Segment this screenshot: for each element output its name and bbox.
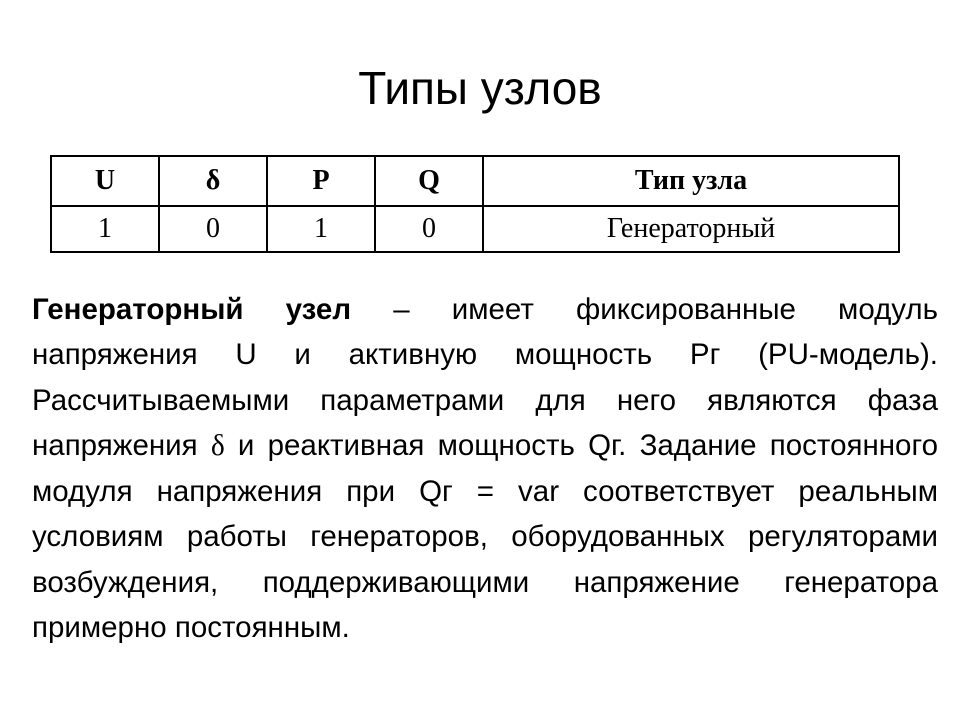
- table-header-p: P: [267, 156, 375, 206]
- slide-title: Типы узлов: [358, 62, 602, 114]
- description-paragraph: [32, 287, 938, 650]
- table-row: [51, 206, 899, 252]
- table-header-node-type: Тип узла: [483, 156, 899, 206]
- term-generator-node: Генераторный узел: [32, 293, 352, 326]
- dash: –: [351, 293, 452, 326]
- paragraph-text-part2: и реактивная мощность Qг. Задание постоянного модуля напряжения при Qг = var соответствует реальным условиям работы генераторов, оборудованных регуляторами возбуждения, поддерживающими напряжение генератора примерно постоянным.: [32, 428, 938, 645]
- table-cell-u: 1: [51, 206, 159, 252]
- table-cell-q: 0: [375, 206, 483, 252]
- table-cell-p: 1: [267, 206, 375, 252]
- table-header-row: [51, 156, 899, 206]
- table-cell-delta: 0: [159, 206, 267, 252]
- table-cell-node-type: Генераторный: [483, 206, 899, 252]
- table-header-delta: δ: [159, 156, 267, 206]
- table-header-q: Q: [375, 156, 483, 206]
- paragraph-text-part1: имеет фиксированные модуль напряжения U и активную мощность Pг (PU-модель). Рассчитываемыми параметрами для него являются фаза напряжения: [32, 293, 938, 462]
- delta-symbol: δ: [210, 429, 225, 462]
- table-header-u: U: [51, 156, 159, 206]
- node-types-table: [50, 155, 900, 253]
